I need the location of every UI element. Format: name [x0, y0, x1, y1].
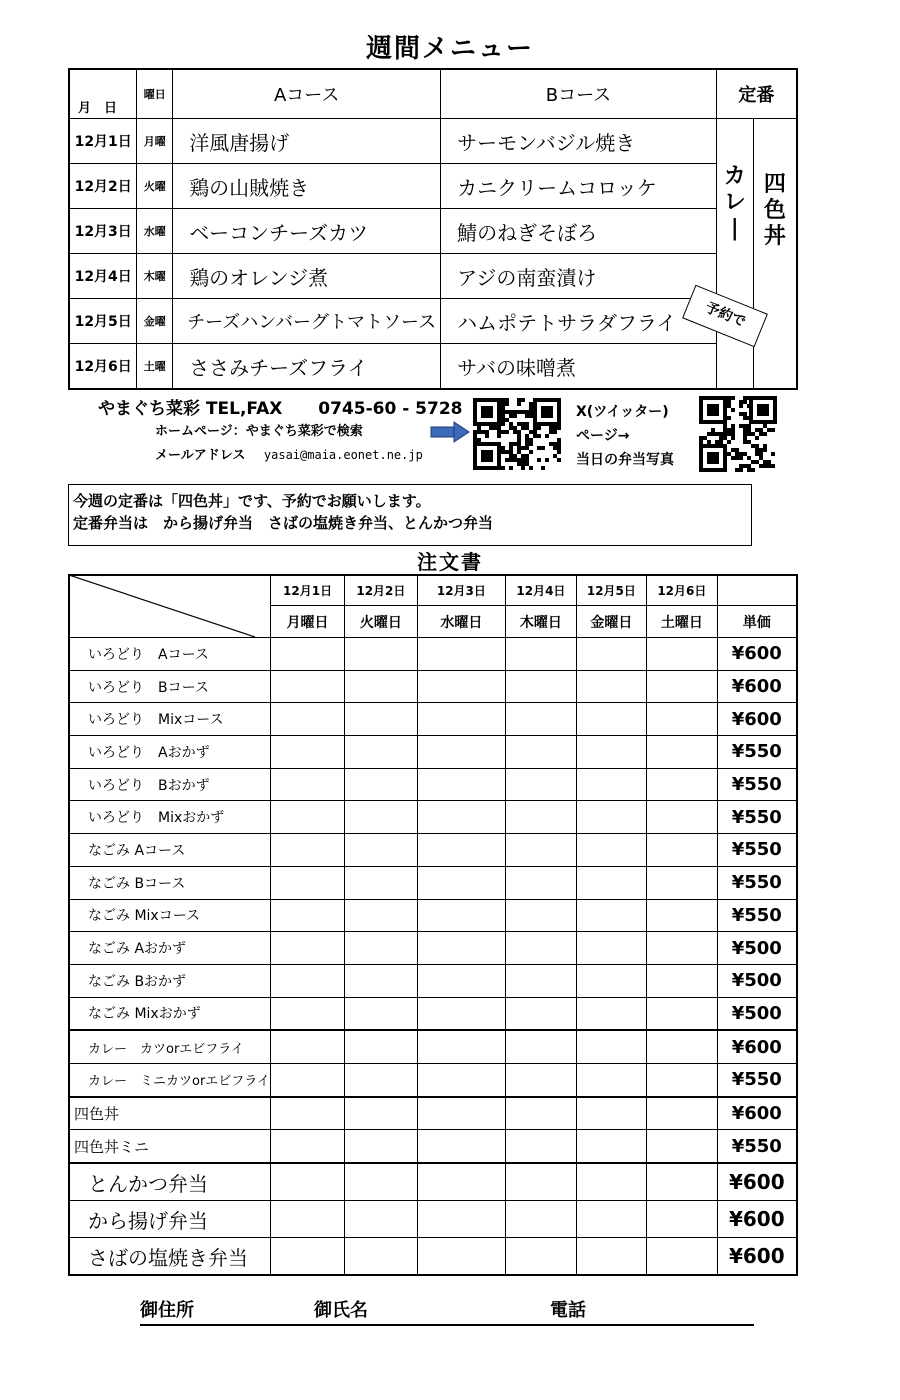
order-item-price: ¥500 [717, 997, 797, 1030]
order-quantity-cell[interactable] [270, 866, 344, 899]
order-quantity-cell[interactable] [417, 834, 506, 867]
order-quantity-cell[interactable] [647, 1097, 717, 1130]
order-item-price: ¥550 [717, 866, 797, 899]
order-quantity-cell[interactable] [647, 932, 717, 965]
order-quantity-cell[interactable] [506, 1130, 576, 1163]
menu-date: 12月2日 [69, 164, 137, 209]
order-quantity-cell[interactable] [506, 638, 576, 671]
order-quantity-cell[interactable] [506, 866, 576, 899]
order-quantity-cell[interactable] [506, 834, 576, 867]
order-quantity-cell[interactable] [506, 1201, 576, 1238]
order-quantity-cell[interactable] [647, 1063, 717, 1096]
order-row [69, 1063, 797, 1096]
order-quantity-cell[interactable] [506, 801, 576, 834]
order-item-name: 四色丼 [69, 1097, 270, 1130]
order-quantity-cell[interactable] [506, 703, 576, 736]
order-quantity-cell[interactable] [417, 1201, 506, 1238]
order-quantity-cell[interactable] [270, 834, 344, 867]
qr-code-homepage[interactable] [473, 398, 561, 470]
order-item-price: ¥600 [717, 1238, 797, 1276]
order-quantity-cell[interactable] [647, 670, 717, 703]
page-title: 週間メニュー [365, 34, 534, 64]
order-quantity-cell[interactable] [345, 932, 417, 965]
order-item-name: 四色丼ミニ [69, 1130, 270, 1163]
order-quantity-cell[interactable] [345, 834, 417, 867]
order-quantity-cell[interactable] [506, 1063, 576, 1096]
order-item-name: いろどり Bおかず [69, 768, 270, 801]
order-quantity-cell[interactable] [506, 1238, 576, 1276]
order-quantity-cell[interactable] [647, 964, 717, 997]
arrow-right-icon [430, 420, 470, 444]
order-quantity-cell[interactable] [506, 1097, 576, 1130]
order-quantity-cell[interactable] [270, 899, 344, 932]
order-quantity-cell[interactable] [417, 899, 506, 932]
order-quantity-cell[interactable] [647, 997, 717, 1030]
order-quantity-cell[interactable] [417, 1030, 506, 1063]
order-item-name: から揚げ弁当 [69, 1201, 270, 1238]
header-weekday: 曜日 [137, 69, 173, 119]
order-item-price: ¥550 [717, 1130, 797, 1163]
order-quantity-cell[interactable] [506, 1163, 576, 1201]
order-quantity-cell[interactable] [345, 866, 417, 899]
order-quantity-cell[interactable] [647, 736, 717, 769]
menu-course-b: 鯖のねぎそぼろ [441, 209, 717, 254]
order-quantity-cell[interactable] [345, 1238, 417, 1276]
order-row [69, 670, 797, 703]
order-quantity-cell[interactable] [270, 638, 344, 671]
order-item-price: ¥550 [717, 768, 797, 801]
order-quantity-cell[interactable] [647, 703, 717, 736]
order-quantity-cell[interactable] [270, 964, 344, 997]
order-date: 12月2日 [345, 575, 417, 606]
order-row [69, 768, 797, 801]
order-row [69, 1201, 797, 1238]
order-quantity-cell[interactable] [647, 1030, 717, 1063]
fixed-curry [716, 119, 753, 390]
order-quantity-cell[interactable] [647, 1163, 717, 1201]
homepage-text: ホームページ：やまぐち菜彩で検索 [155, 424, 363, 439]
order-quantity-cell[interactable] [647, 1201, 717, 1238]
order-quantity-cell[interactable] [506, 899, 576, 932]
order-quantity-cell[interactable] [417, 1238, 506, 1276]
order-quantity-cell[interactable] [576, 1063, 646, 1096]
order-item-name: とんかつ弁当 [69, 1163, 270, 1201]
order-quantity-cell[interactable] [647, 834, 717, 867]
order-weekday: 木曜日 [506, 606, 576, 638]
order-quantity-cell[interactable] [576, 638, 646, 671]
order-quantity-cell[interactable] [345, 1163, 417, 1201]
order-quantity-cell[interactable] [647, 801, 717, 834]
order-item-name: いろどり Aおかず [69, 736, 270, 769]
price-header: 単価 [717, 606, 797, 638]
mail-address: yasai@maia.eonet.ne.jp [263, 448, 423, 462]
order-row [69, 1163, 797, 1201]
order-item-price: ¥600 [717, 703, 797, 736]
order-body [69, 638, 797, 1276]
notice-box [68, 484, 752, 546]
order-quantity-cell[interactable] [270, 1163, 344, 1201]
order-quantity-cell[interactable] [345, 1130, 417, 1163]
order-quantity-cell[interactable] [345, 964, 417, 997]
order-date: 12月6日 [647, 575, 717, 606]
order-item-name: いろどり Bコース [69, 670, 270, 703]
order-quantity-cell[interactable] [270, 932, 344, 965]
twitter-label: X(ツイッター) [576, 404, 669, 420]
order-quantity-cell[interactable] [506, 768, 576, 801]
order-quantity-cell[interactable] [270, 703, 344, 736]
menu-row [69, 344, 797, 390]
order-item-name: いろどり Mixコース [69, 703, 270, 736]
order-quantity-cell[interactable] [270, 1063, 344, 1096]
order-quantity-cell[interactable] [576, 964, 646, 997]
order-quantity-cell[interactable] [506, 997, 576, 1030]
order-item-price: ¥600 [717, 638, 797, 671]
order-quantity-cell[interactable] [647, 768, 717, 801]
menu-course-a: 鶏の山賊焼き [173, 164, 441, 209]
menu-row [69, 209, 797, 254]
order-quantity-cell[interactable] [417, 1063, 506, 1096]
order-table [68, 574, 798, 1276]
phone-number: 0745-60 - 5728 [318, 399, 463, 419]
order-quantity-cell[interactable] [270, 1238, 344, 1276]
order-row [69, 1130, 797, 1163]
order-quantity-cell[interactable] [576, 768, 646, 801]
order-item-name: カレー カツorエビフライ [69, 1030, 270, 1063]
order-quantity-cell[interactable] [576, 834, 646, 867]
reservation-stamp: 予約で [682, 285, 768, 348]
order-row [69, 932, 797, 965]
order-quantity-cell[interactable] [417, 932, 506, 965]
order-date: 12月5日 [576, 575, 646, 606]
order-quantity-cell[interactable] [576, 801, 646, 834]
menu-date: 12月3日 [69, 209, 137, 254]
order-quantity-cell[interactable] [270, 768, 344, 801]
order-item-price: ¥600 [717, 670, 797, 703]
order-row [69, 801, 797, 834]
order-quantity-cell[interactable] [417, 768, 506, 801]
menu-course-b: カニクリームコロッケ [441, 164, 717, 209]
order-item-price: ¥500 [717, 932, 797, 965]
twitter-info [576, 400, 674, 472]
menu-course-b: アジの南蛮漬け [441, 254, 717, 299]
fixed-yonshokudon-text: 四 色 丼 [763, 171, 786, 249]
fixed-curry-text: カ レ | [723, 163, 746, 241]
order-quantity-cell[interactable] [345, 899, 417, 932]
menu-course-a: 洋風唐揚げ [173, 119, 441, 164]
notice-line-1: 今週の定番は「四色丼」です、予約でお願いします。 [73, 492, 431, 510]
order-item-price: ¥550 [717, 834, 797, 867]
menu-weekday: 土曜 [137, 344, 173, 390]
order-row [69, 899, 797, 932]
order-quantity-cell[interactable] [417, 670, 506, 703]
order-item-name: カレー ミニカツorエビフライ [69, 1063, 270, 1096]
order-quantity-cell[interactable] [576, 899, 646, 932]
order-quantity-cell[interactable] [647, 899, 717, 932]
order-quantity-cell[interactable] [506, 932, 576, 965]
mail-line [155, 444, 423, 463]
order-quantity-cell[interactable] [417, 1130, 506, 1163]
order-row [69, 1097, 797, 1130]
order-quantity-cell[interactable] [576, 1201, 646, 1238]
order-quantity-cell[interactable] [345, 736, 417, 769]
order-quantity-cell[interactable] [270, 1097, 344, 1130]
order-quantity-cell[interactable] [417, 801, 506, 834]
fixed-yonshokudon [753, 119, 797, 390]
order-quantity-cell[interactable] [506, 964, 576, 997]
order-quantity-cell[interactable] [417, 736, 506, 769]
order-row [69, 736, 797, 769]
order-quantity-cell[interactable] [506, 1030, 576, 1063]
order-quantity-cell[interactable] [576, 703, 646, 736]
order-item-price: ¥600 [717, 1163, 797, 1201]
daily-photo-label: 当日の弁当写真 [576, 452, 674, 468]
header-fixed: 定番 [716, 69, 797, 119]
order-date: 12月3日 [417, 575, 506, 606]
order-quantity-cell[interactable] [345, 1201, 417, 1238]
menu-date: 12月6日 [69, 344, 137, 390]
menu-row [69, 254, 797, 299]
order-quantity-cell[interactable] [345, 997, 417, 1030]
menu-course-b: サーモンバジル焼き [441, 119, 717, 164]
order-quantity-cell[interactable] [345, 1097, 417, 1130]
order-quantity-cell[interactable] [345, 1030, 417, 1063]
menu-course-b: サバの味噌煮 [441, 344, 717, 390]
twitter-page-label: ページ→ [576, 428, 630, 444]
order-weekday: 月曜日 [270, 606, 344, 638]
notice-line-2: 定番弁当は から揚げ弁当 さばの塩焼き弁当、とんかつ弁当 [73, 514, 494, 532]
menu-row [69, 119, 797, 164]
address-label: 御住所 [140, 1300, 194, 1321]
header-course-a: Aコース [173, 69, 441, 119]
order-quantity-cell[interactable] [345, 703, 417, 736]
order-form-title: 注文書 [417, 550, 483, 574]
order-quantity-cell[interactable] [417, 638, 506, 671]
mail-label: メールアドレス [155, 448, 246, 463]
order-quantity-cell[interactable] [506, 736, 576, 769]
menu-course-b: ハムポテトサラダフライ [441, 299, 717, 344]
shop-name: やまぐち菜彩 TEL,FAX [98, 399, 283, 419]
header-date: 月 日 [69, 69, 137, 119]
order-quantity-cell[interactable] [345, 1063, 417, 1096]
qr-code-twitter[interactable] [699, 396, 777, 472]
weekly-menu-table [68, 68, 798, 390]
order-item-name: いろどり Mixおかず [69, 801, 270, 834]
order-date: 12月4日 [506, 575, 576, 606]
order-item-price: ¥600 [717, 1201, 797, 1238]
order-weekday: 火曜日 [345, 606, 417, 638]
menu-weekday: 木曜 [137, 254, 173, 299]
menu-course-a: ベーコンチーズカツ [173, 209, 441, 254]
menu-weekday: 火曜 [137, 164, 173, 209]
order-item-price: ¥550 [717, 736, 797, 769]
order-weekday: 金曜日 [576, 606, 646, 638]
order-quantity-cell[interactable] [576, 1238, 646, 1276]
order-row [69, 703, 797, 736]
order-quantity-cell[interactable] [576, 736, 646, 769]
order-item-price: ¥500 [717, 964, 797, 997]
menu-date: 12月4日 [69, 254, 137, 299]
order-quantity-cell[interactable] [417, 997, 506, 1030]
order-quantity-cell[interactable] [576, 1030, 646, 1063]
order-quantity-cell[interactable] [345, 638, 417, 671]
order-row [69, 964, 797, 997]
customer-info-line [140, 1296, 754, 1326]
order-quantity-cell[interactable] [417, 703, 506, 736]
order-row [69, 997, 797, 1030]
order-quantity-cell[interactable] [270, 997, 344, 1030]
order-quantity-cell[interactable] [417, 1163, 506, 1201]
order-quantity-cell[interactable] [506, 670, 576, 703]
order-item-price: ¥550 [717, 899, 797, 932]
menu-row [69, 164, 797, 209]
order-quantity-cell[interactable] [647, 638, 717, 671]
order-quantity-cell[interactable] [576, 1130, 646, 1163]
order-row [69, 1030, 797, 1063]
order-item-price: ¥600 [717, 1030, 797, 1063]
order-quantity-cell[interactable] [270, 1130, 344, 1163]
order-date: 12月1日 [270, 575, 344, 606]
menu-weekday: 月曜 [137, 119, 173, 164]
order-item-name: なごみ Mixコース [69, 899, 270, 932]
order-item-name: なごみ Aコース [69, 834, 270, 867]
name-label: 御氏名 [314, 1300, 368, 1321]
order-quantity-cell[interactable] [647, 866, 717, 899]
order-quantity-cell[interactable] [647, 1238, 717, 1276]
order-item-name: さばの塩焼き弁当 [69, 1238, 270, 1276]
order-corner-cell [69, 575, 270, 638]
menu-date: 12月1日 [69, 119, 137, 164]
order-item-name: なごみ Mixおかず [69, 997, 270, 1030]
order-item-name: いろどり Aコース [69, 638, 270, 671]
order-quantity-cell[interactable] [417, 1097, 506, 1130]
order-quantity-cell[interactable] [345, 801, 417, 834]
order-quantity-cell[interactable] [576, 997, 646, 1030]
order-item-name: なごみ Bおかず [69, 964, 270, 997]
order-quantity-cell[interactable] [576, 1097, 646, 1130]
order-quantity-cell[interactable] [576, 1163, 646, 1201]
order-quantity-cell[interactable] [576, 866, 646, 899]
order-quantity-cell[interactable] [270, 736, 344, 769]
phone-label: 電話 [550, 1300, 586, 1321]
order-quantity-cell[interactable] [345, 768, 417, 801]
order-item-price: ¥550 [717, 801, 797, 834]
menu-course-a: ささみチーズフライ [173, 344, 441, 390]
order-row [69, 866, 797, 899]
order-quantity-cell[interactable] [270, 670, 344, 703]
order-quantity-cell[interactable] [576, 670, 646, 703]
order-quantity-cell[interactable] [647, 1130, 717, 1163]
order-row [69, 834, 797, 867]
order-quantity-cell[interactable] [417, 866, 506, 899]
order-item-name: なごみ Aおかず [69, 932, 270, 965]
order-item-name: なごみ Bコース [69, 866, 270, 899]
order-row [69, 638, 797, 671]
contact-line [98, 394, 463, 419]
menu-course-a: 鶏のオレンジ煮 [173, 254, 441, 299]
header-course-b: Bコース [441, 69, 717, 119]
order-quantity-cell[interactable] [345, 670, 417, 703]
order-quantity-cell[interactable] [576, 932, 646, 965]
menu-course-a: チーズハンバーグトマトソース [173, 299, 441, 344]
order-weekday: 土曜日 [647, 606, 717, 638]
order-quantity-cell[interactable] [417, 964, 506, 997]
order-quantity-cell[interactable] [270, 801, 344, 834]
order-quantity-cell[interactable] [270, 1030, 344, 1063]
order-quantity-cell[interactable] [270, 1201, 344, 1238]
menu-date: 12月5日 [69, 299, 137, 344]
order-row [69, 1238, 797, 1276]
order-blank-header [717, 575, 797, 606]
order-item-price: ¥600 [717, 1097, 797, 1130]
order-weekday: 水曜日 [417, 606, 506, 638]
menu-weekday: 水曜 [137, 209, 173, 254]
order-item-price: ¥550 [717, 1063, 797, 1096]
menu-weekday: 金曜 [137, 299, 173, 344]
